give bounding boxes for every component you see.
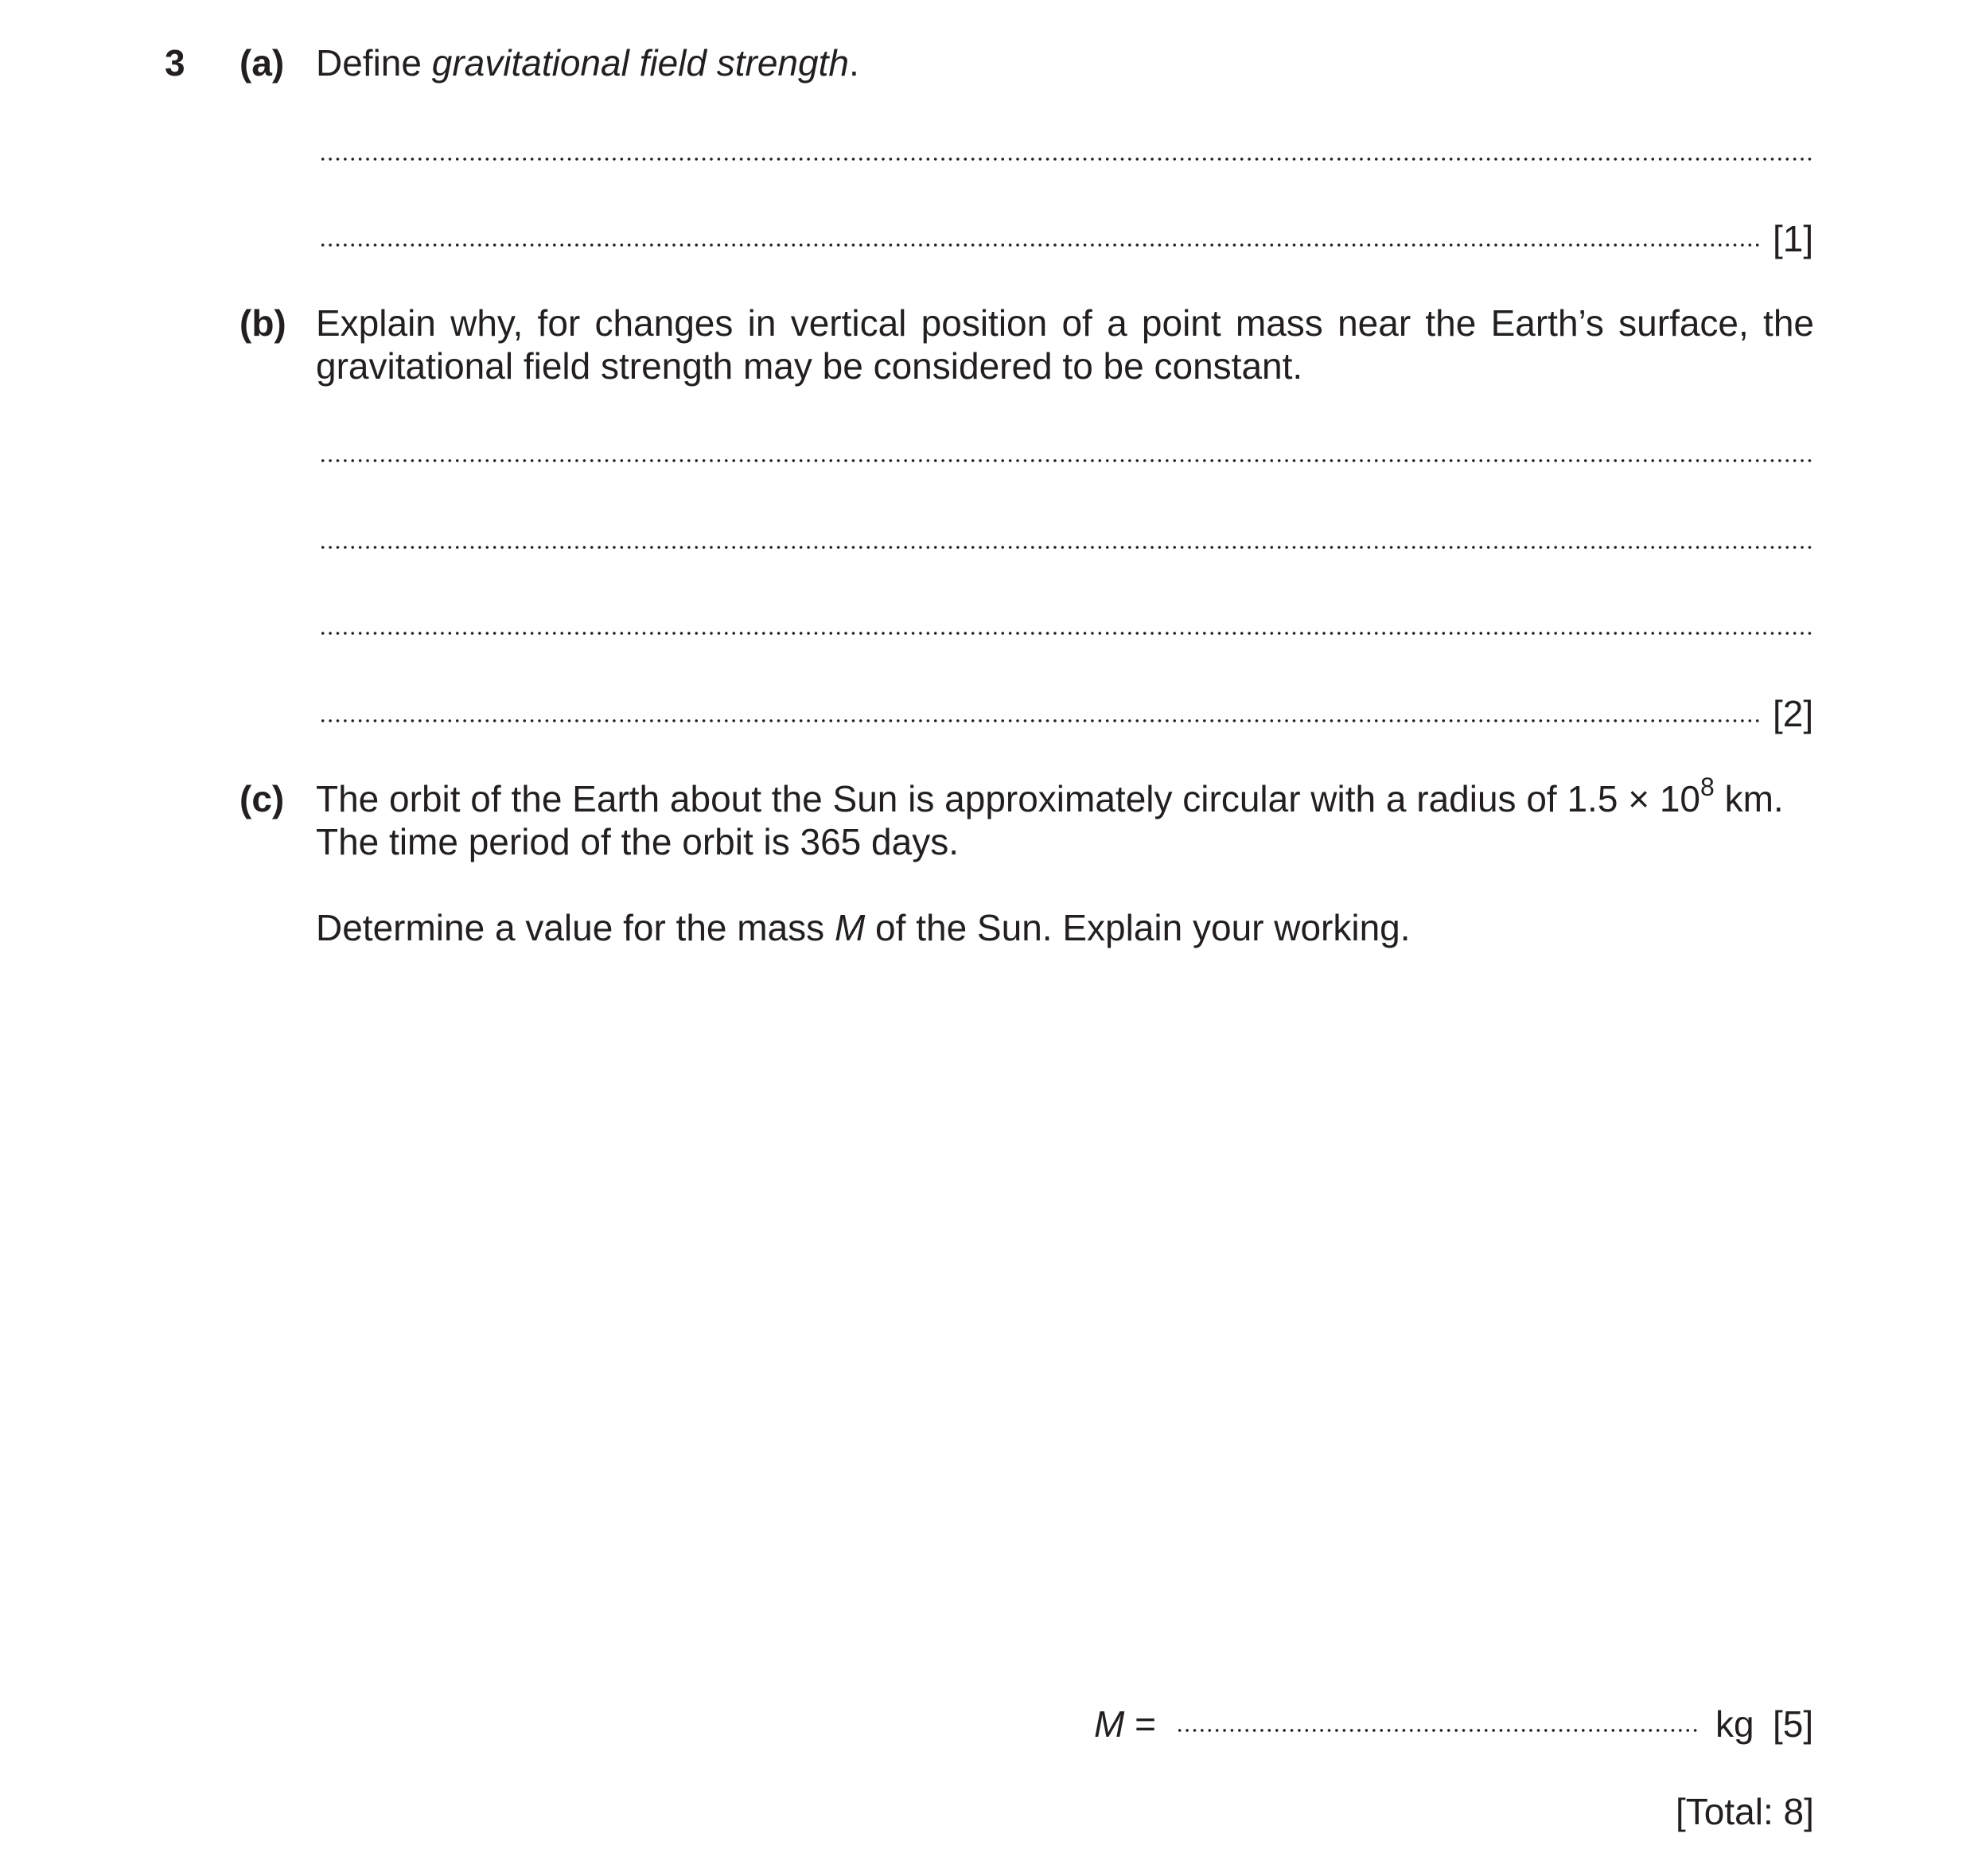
part-a-label: (a): [239, 42, 285, 84]
part-b-prompt-line-2: gravitational field strength may be considered to be constant.: [316, 345, 1303, 387]
part-c-instruction-suffix: of the Sun. Explain your working.: [865, 907, 1411, 948]
part-a-answer-line-2[interactable]: [319, 243, 1761, 247]
part-c-answer-symbol: M: [1094, 1703, 1125, 1745]
part-b-label: (b): [239, 302, 286, 344]
part-c-prompt-line-1-prefix: The orbit of the Earth about the Sun is approximately circular with a radius of 1.5 × 10: [316, 778, 1701, 819]
part-b-marks: [2]: [1773, 693, 1814, 734]
part-a-prompt-suffix: .: [848, 42, 859, 84]
question-total: [Total: 8]: [1676, 1791, 1814, 1832]
part-b-answer-line-1[interactable]: [319, 458, 1815, 463]
part-b-answer-line-2[interactable]: [319, 545, 1815, 550]
part-c-answer-unit: kg: [1715, 1703, 1754, 1745]
question-number: 3: [165, 42, 185, 84]
part-b-answer-line-3[interactable]: [319, 631, 1815, 636]
part-c-marks: [5]: [1773, 1703, 1814, 1745]
part-c-exponent: 8: [1700, 772, 1715, 801]
part-c-answer-line[interactable]: [1176, 1728, 1700, 1733]
part-c-label: (c): [239, 778, 285, 819]
part-a-prompt: [316, 41, 859, 84]
part-c-instruction: [316, 906, 1411, 949]
part-a-marks: [1]: [1773, 218, 1814, 259]
part-a-prompt-prefix: Define: [316, 42, 432, 84]
part-a-prompt-term: gravitational field strength: [431, 42, 849, 84]
part-c-prompt-line-1: [316, 772, 1784, 820]
part-b-prompt-line-1: Explain why, for changes in vertical position of a point mass near the Earth’s surface, the: [316, 302, 1814, 344]
part-c-prompt-line-2: The time period of the orbit is 365 days.: [316, 821, 959, 862]
part-a-answer-line-1[interactable]: [319, 157, 1815, 162]
part-c-answer-equals: =: [1124, 1703, 1156, 1745]
part-b-answer-line-4[interactable]: [319, 718, 1761, 723]
part-c-answer-label: [1094, 1703, 1156, 1746]
part-c-instruction-symbol: M: [834, 907, 866, 948]
part-c-instruction-prefix: Determine a value for the mass: [316, 907, 835, 948]
part-c-prompt-line-1-suffix: km.: [1714, 778, 1784, 819]
